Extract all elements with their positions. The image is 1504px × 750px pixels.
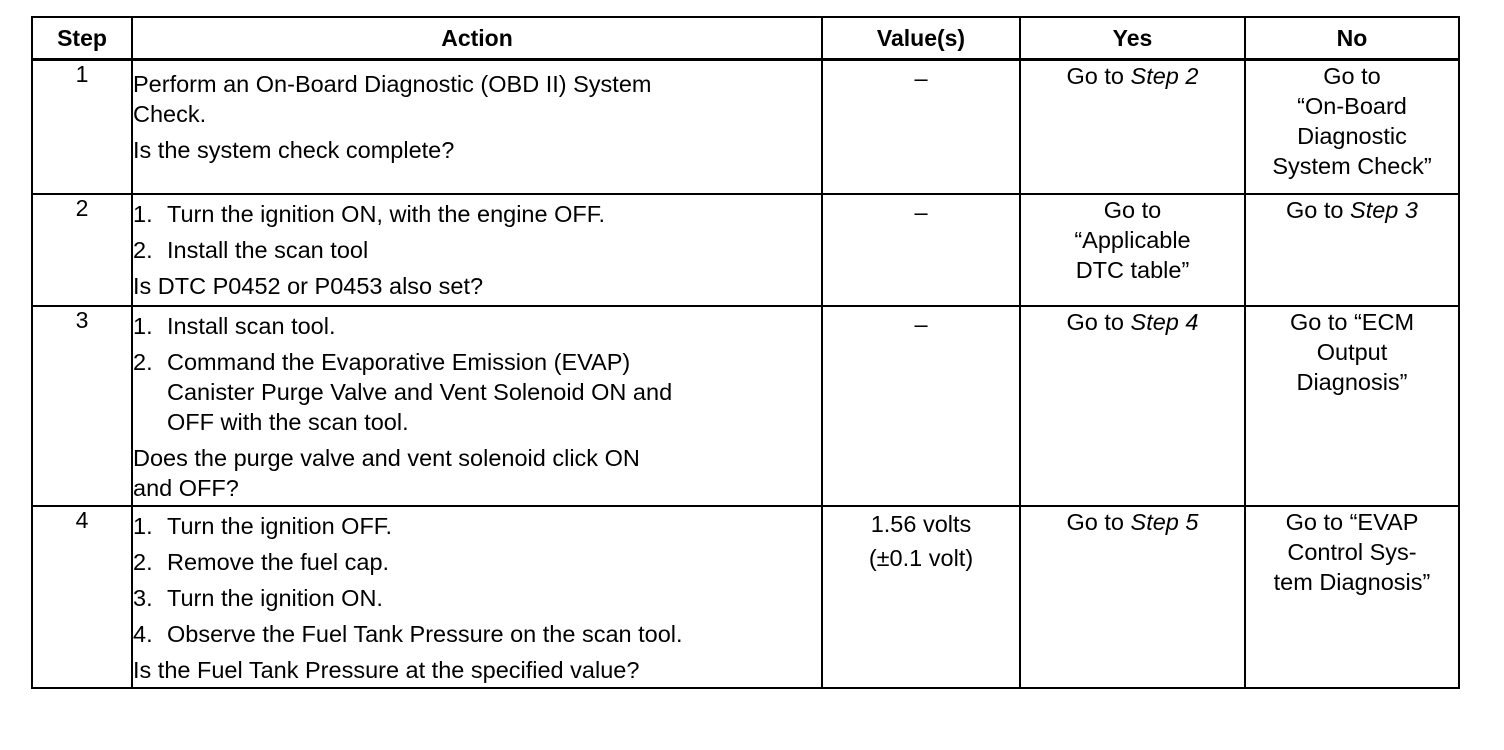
item-number: 2. — [133, 548, 153, 575]
yes-prefix: Go to — [1066, 308, 1131, 335]
item-text: Install scan tool. — [167, 312, 336, 339]
item-text: Canister Purge Valve and Vent Solenoid ON and — [167, 378, 673, 405]
action-item — [133, 619, 821, 649]
no-text: Go to — [1323, 63, 1381, 89]
no-text: Go to “ECM — [1289, 308, 1415, 335]
item-number: 1. — [133, 200, 153, 227]
no-text: Control Sys- — [1287, 538, 1417, 565]
no-cell — [1245, 60, 1459, 194]
action-item — [133, 199, 821, 229]
step-number: 3 — [32, 306, 132, 506]
item-text: Observe the Fuel Tank Pressure on the scan tool. — [167, 620, 683, 647]
value-cell — [822, 194, 1020, 306]
item-text: Turn the ignition ON. — [167, 584, 383, 611]
action-item — [133, 547, 821, 577]
no-text: Diagnosis” — [1296, 368, 1408, 395]
yes-text: DTC table” — [1075, 256, 1190, 283]
yes-step-ref: Step 4 — [1130, 308, 1199, 335]
value-text: (±0.1 volt) — [868, 544, 974, 571]
table-row — [32, 306, 1459, 506]
no-step-ref: Step 3 — [1350, 196, 1418, 223]
item-text: Command the Evaporative Emission (EVAP) — [167, 348, 631, 375]
value-text: – — [914, 65, 928, 91]
action-text: Perform an On-Board Diagnostic (OBD II) System — [133, 71, 652, 97]
yes-step-ref: Step 5 — [1130, 508, 1199, 535]
no-text: “On-Board — [1297, 93, 1407, 119]
header-no: No — [1245, 17, 1459, 60]
header-action: Action — [132, 17, 822, 60]
item-number: 4. — [133, 620, 153, 647]
action-item — [133, 511, 821, 541]
action-cell — [132, 194, 822, 306]
no-cell — [1245, 306, 1459, 506]
yes-prefix: Go to — [1066, 508, 1131, 535]
no-text: Diagnostic — [1297, 123, 1407, 149]
step-number: 1 — [32, 60, 132, 194]
no-prefix: Go to — [1286, 196, 1351, 223]
header-row — [32, 17, 1459, 60]
action-item — [133, 235, 821, 265]
item-text: Turn the ignition OFF. — [167, 512, 393, 539]
action-text: Check. — [133, 101, 207, 127]
yes-cell — [1020, 194, 1245, 306]
item-number: 1. — [133, 512, 153, 539]
action-question: and OFF? — [133, 474, 239, 501]
action-cell — [132, 506, 822, 688]
value-text: – — [914, 198, 928, 225]
step-number: 4 — [32, 506, 132, 688]
table-row — [32, 194, 1459, 306]
item-number: 1. — [133, 312, 153, 339]
value-text: – — [914, 310, 928, 337]
item-number: 3. — [133, 584, 153, 611]
header-step: Step — [32, 17, 132, 60]
yes-cell — [1020, 306, 1245, 506]
action-question: Is the Fuel Tank Pressure at the specified value? — [133, 656, 640, 683]
action-cell — [132, 306, 822, 506]
table-row — [32, 506, 1459, 688]
item-text: Install the scan tool — [167, 236, 369, 263]
header-yes: Yes — [1020, 17, 1245, 60]
item-text: OFF with the scan tool. — [167, 408, 409, 435]
no-text: Output — [1316, 338, 1388, 365]
yes-cell — [1020, 60, 1245, 194]
yes-step-ref: Step 2 — [1130, 63, 1199, 89]
item-text: Remove the fuel cap. — [167, 548, 390, 575]
action-item — [133, 583, 821, 613]
action-item — [133, 347, 821, 437]
item-number: 2. — [133, 348, 153, 375]
yes-text: Go to — [1103, 196, 1162, 223]
diagnostic-table — [31, 16, 1460, 689]
header-value: Value(s) — [822, 17, 1020, 60]
value-cell — [822, 506, 1020, 688]
yes-text: “Applicable — [1074, 226, 1191, 253]
no-cell — [1245, 506, 1459, 688]
yes-cell — [1020, 506, 1245, 688]
action-question: Does the purge valve and vent solenoid click ON — [133, 444, 640, 471]
yes-prefix: Go to — [1066, 63, 1131, 89]
action-question: Is DTC P0452 or P0453 also set? — [133, 272, 484, 299]
action-item — [133, 311, 821, 341]
value-cell — [822, 60, 1020, 194]
action-cell — [132, 60, 822, 194]
no-cell — [1245, 194, 1459, 306]
item-text: Turn the ignition ON, with the engine OFF. — [167, 200, 606, 227]
no-text: Go to “EVAP — [1285, 508, 1419, 535]
no-text: tem Diagnosis” — [1273, 568, 1431, 595]
value-cell — [822, 306, 1020, 506]
table-row — [32, 60, 1459, 194]
no-text: System Check” — [1272, 153, 1432, 179]
action-question: Is the system check complete? — [133, 137, 455, 163]
value-text: 1.56 volts — [870, 510, 972, 537]
step-number: 2 — [32, 194, 132, 306]
item-number: 2. — [133, 236, 153, 263]
